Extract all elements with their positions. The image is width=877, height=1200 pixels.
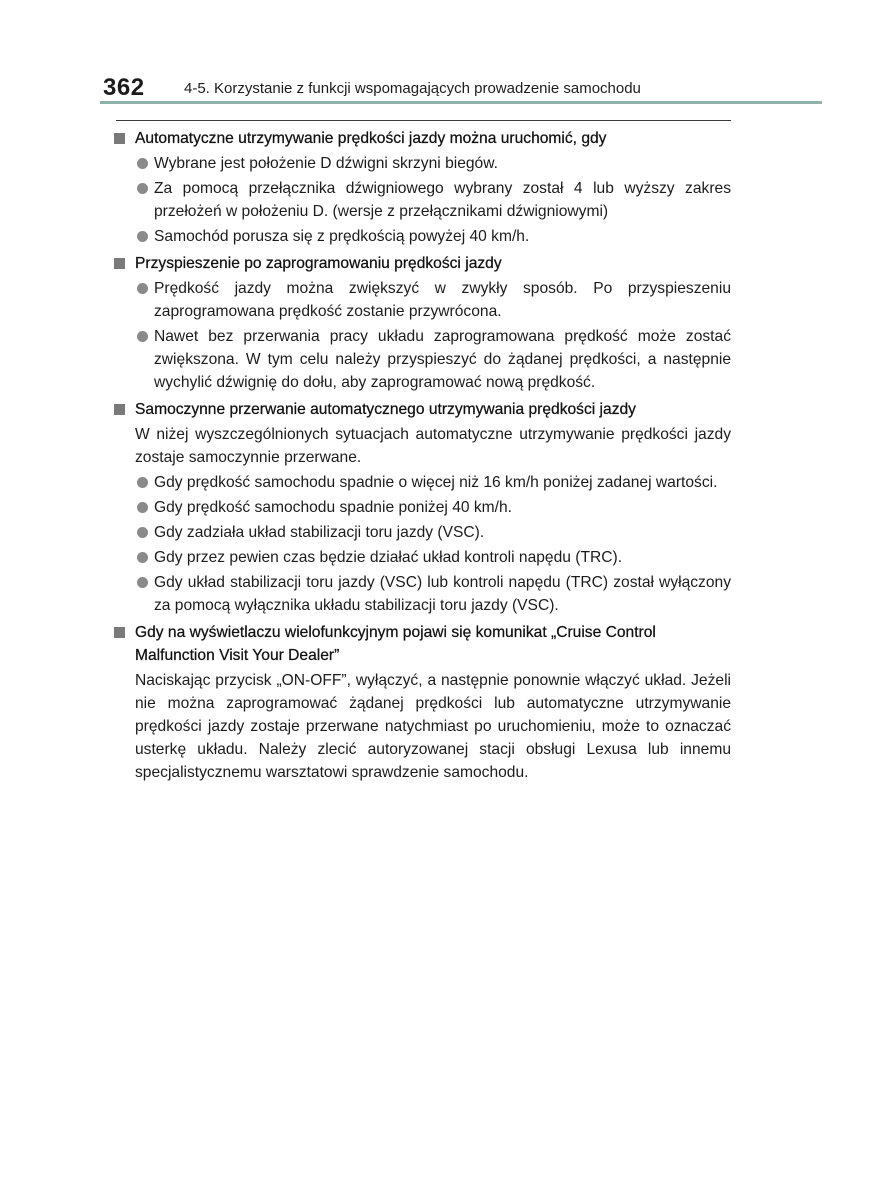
round-bullet-icon xyxy=(137,527,148,538)
round-bullet-icon xyxy=(137,502,148,513)
square-bullet-icon xyxy=(114,627,125,638)
round-bullet-icon xyxy=(137,158,148,169)
section-body xyxy=(135,277,731,394)
round-bullet-icon xyxy=(137,283,148,294)
chapter-title: 4-5. Korzystanie z funkcji wspomagających prowadzenie samochodu xyxy=(184,80,641,97)
list-item xyxy=(135,471,731,494)
list-item xyxy=(135,521,731,544)
section-paragraph: W niżej wyszczególnionych sytuacjach automatyczne utrzymywanie prędkości jazdy zostaje samoczynnie przerwane. xyxy=(135,426,731,466)
section-malfunction-message xyxy=(113,621,731,784)
round-bullet-icon xyxy=(137,477,148,488)
section-paragraph: Naciskając przycisk „ON-OFF”, wyłączyć, a następnie ponownie włączyć układ. Jeżeli nie można zaprogramować żądanej prędkości lub automatyczne utrzymywanie prędkości jazdy zostaje przerwane natychmiast po uruchomieniu, może to oznaczać usterkę układu. Należy zlecić autoryzowanej stacji obsługi Lexusa lub innemu specjalistycznemu warsztatowi sprawdzenie samochodu. xyxy=(135,672,731,781)
square-bullet-icon xyxy=(114,404,125,415)
list-item xyxy=(135,177,731,223)
content-divider xyxy=(116,120,731,121)
section-heading-text: Automatyczne utrzymywanie prędkości jazdy można uruchomić, gdy xyxy=(135,130,607,147)
section-heading-text: Samoczynne przerwanie automatycznego utrzymywania prędkości jazdy xyxy=(135,401,636,418)
list-item xyxy=(135,546,731,569)
list-item xyxy=(135,325,731,394)
list-item xyxy=(135,152,731,175)
list-item-text: Prędkość jazdy można zwiększyć w zwykły sposób. Po przyspieszeniu zaprogramowana prędkość zostanie przywrócona. xyxy=(154,280,731,320)
list-item xyxy=(135,225,731,248)
round-bullet-icon xyxy=(137,577,148,588)
section-body xyxy=(135,669,731,784)
list-item-text: Gdy prędkość samochodu spadnie o więcej niż 16 km/h poniżej zadanej wartości. xyxy=(154,474,718,491)
list-item-text: Gdy prędkość samochodu spadnie poniżej 40 km/h. xyxy=(154,499,512,516)
list-item-text: Gdy zadziała układ stabilizacji toru jazdy (VSC). xyxy=(154,524,485,541)
list-item xyxy=(135,571,731,617)
section-heading xyxy=(113,621,731,667)
section-heading xyxy=(113,127,731,150)
round-bullet-icon xyxy=(137,331,148,342)
list-item-text: Samochód porusza się z prędkością powyżej 40 km/h. xyxy=(154,228,530,245)
page-header xyxy=(0,72,877,112)
round-bullet-icon xyxy=(137,183,148,194)
square-bullet-icon xyxy=(114,133,125,144)
section-acceleration xyxy=(113,252,731,394)
section-body xyxy=(135,152,731,248)
section-automatic-cancel xyxy=(113,398,731,617)
list-item-text: Gdy przez pewien czas będzie działać układ kontroli napędu (TRC). xyxy=(154,549,623,566)
page-content xyxy=(113,127,731,784)
section-heading xyxy=(113,252,731,275)
round-bullet-icon xyxy=(137,552,148,563)
square-bullet-icon xyxy=(114,258,125,269)
list-item xyxy=(135,277,731,323)
section-body xyxy=(135,423,731,617)
page-number: 362 xyxy=(103,74,145,101)
list-item-text: Gdy układ stabilizacji toru jazdy (VSC) lub kontroli napędu (TRC) został wyłączony za pomocą wyłącznika układu stabilizacji toru jazdy (VSC). xyxy=(154,574,731,614)
section-activation-conditions xyxy=(113,127,731,248)
section-heading-text: Przyspieszenie po zaprogramowaniu prędkości jazdy xyxy=(135,255,502,272)
round-bullet-icon xyxy=(137,231,148,242)
section-heading-text: Gdy na wyświetlaczu wielofunkcyjnym pojawi się komunikat „Cruise Control Malfunction Visit Your Dealer” xyxy=(135,624,656,664)
list-item-text: Nawet bez przerwania pracy układu zaprogramowana prędkość może zostać zwiększona. W tym celu należy przyspieszyć do żądanej prędkości, a następnie wychylić dźwignię do dołu, aby zaprogramować nową prędkość. xyxy=(154,328,731,391)
section-heading xyxy=(113,398,731,421)
list-item-text: Za pomocą przełącznika dźwigniowego wybrany został 4 lub wyższy zakres przełożeń w położeniu D. (wersje z przełącznikami dźwigniowymi) xyxy=(154,180,731,220)
list-item-text: Wybrane jest położenie D dźwigni skrzyni biegów. xyxy=(154,155,498,172)
header-divider xyxy=(100,101,822,104)
list-item xyxy=(135,496,731,519)
